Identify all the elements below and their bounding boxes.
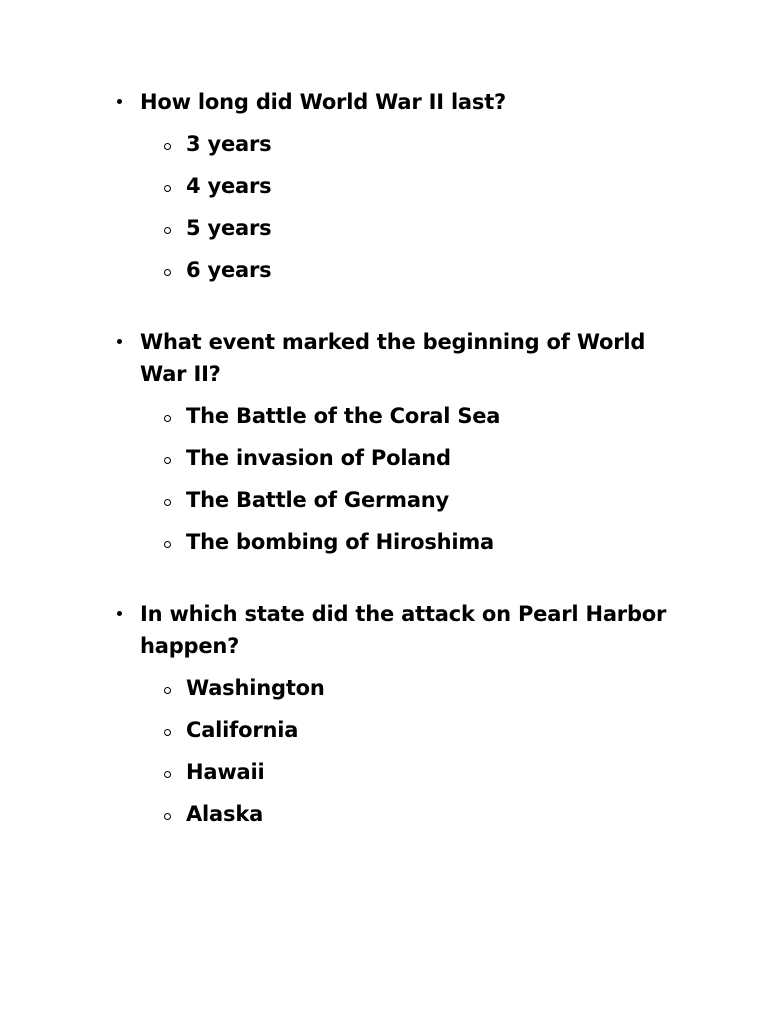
answer-text: California: [186, 718, 299, 742]
answer-text: Washington: [186, 676, 325, 700]
answer-item: [186, 484, 670, 516]
hollow-bullet-icon: [164, 185, 171, 192]
answer-text: Hawaii: [186, 760, 265, 784]
answer-text: 3 years: [186, 132, 272, 156]
question-text: What event marked the beginning of World War II?: [140, 330, 646, 386]
question-text: In which state did the attack on Pearl Harbor happen?: [140, 602, 667, 658]
answer-text: The Battle of the Coral Sea: [186, 404, 501, 428]
question-list: [0, 86, 768, 830]
answer-text: 6 years: [186, 258, 272, 282]
answer-list: [140, 128, 670, 286]
answer-item: [186, 212, 670, 244]
hollow-bullet-icon: [164, 541, 171, 548]
answer-text: 4 years: [186, 174, 272, 198]
filled-bullet-icon: [117, 339, 122, 344]
hollow-bullet-icon: [164, 415, 171, 422]
hollow-bullet-icon: [164, 813, 171, 820]
filled-bullet-icon: [117, 611, 122, 616]
hollow-bullet-icon: [164, 729, 171, 736]
answer-text: The Battle of Germany: [186, 488, 450, 512]
answer-item: [186, 714, 670, 746]
answer-text: Alaska: [186, 802, 264, 826]
hollow-bullet-icon: [164, 269, 171, 276]
answer-text: The bombing of Hiroshima: [186, 530, 495, 554]
answer-item: [186, 756, 670, 788]
answer-item: [186, 254, 670, 286]
answer-text: The invasion of Poland: [186, 446, 451, 470]
answer-item: [186, 128, 670, 160]
hollow-bullet-icon: [164, 687, 171, 694]
answer-item: [186, 526, 670, 558]
answer-item: [186, 672, 670, 704]
answer-item: [186, 170, 670, 202]
hollow-bullet-icon: [164, 499, 171, 506]
hollow-bullet-icon: [164, 143, 171, 150]
answer-item: [186, 798, 670, 830]
question-item: [140, 598, 670, 830]
question-text: How long did World War II last?: [140, 90, 507, 114]
hollow-bullet-icon: [164, 457, 171, 464]
answer-text: 5 years: [186, 216, 272, 240]
filled-bullet-icon: [117, 99, 122, 104]
question-item: [140, 326, 670, 558]
answer-list: [140, 672, 670, 830]
hollow-bullet-icon: [164, 771, 171, 778]
answer-item: [186, 400, 670, 432]
answer-list: [140, 400, 670, 558]
hollow-bullet-icon: [164, 227, 171, 234]
question-item: [140, 86, 670, 286]
answer-item: [186, 442, 670, 474]
